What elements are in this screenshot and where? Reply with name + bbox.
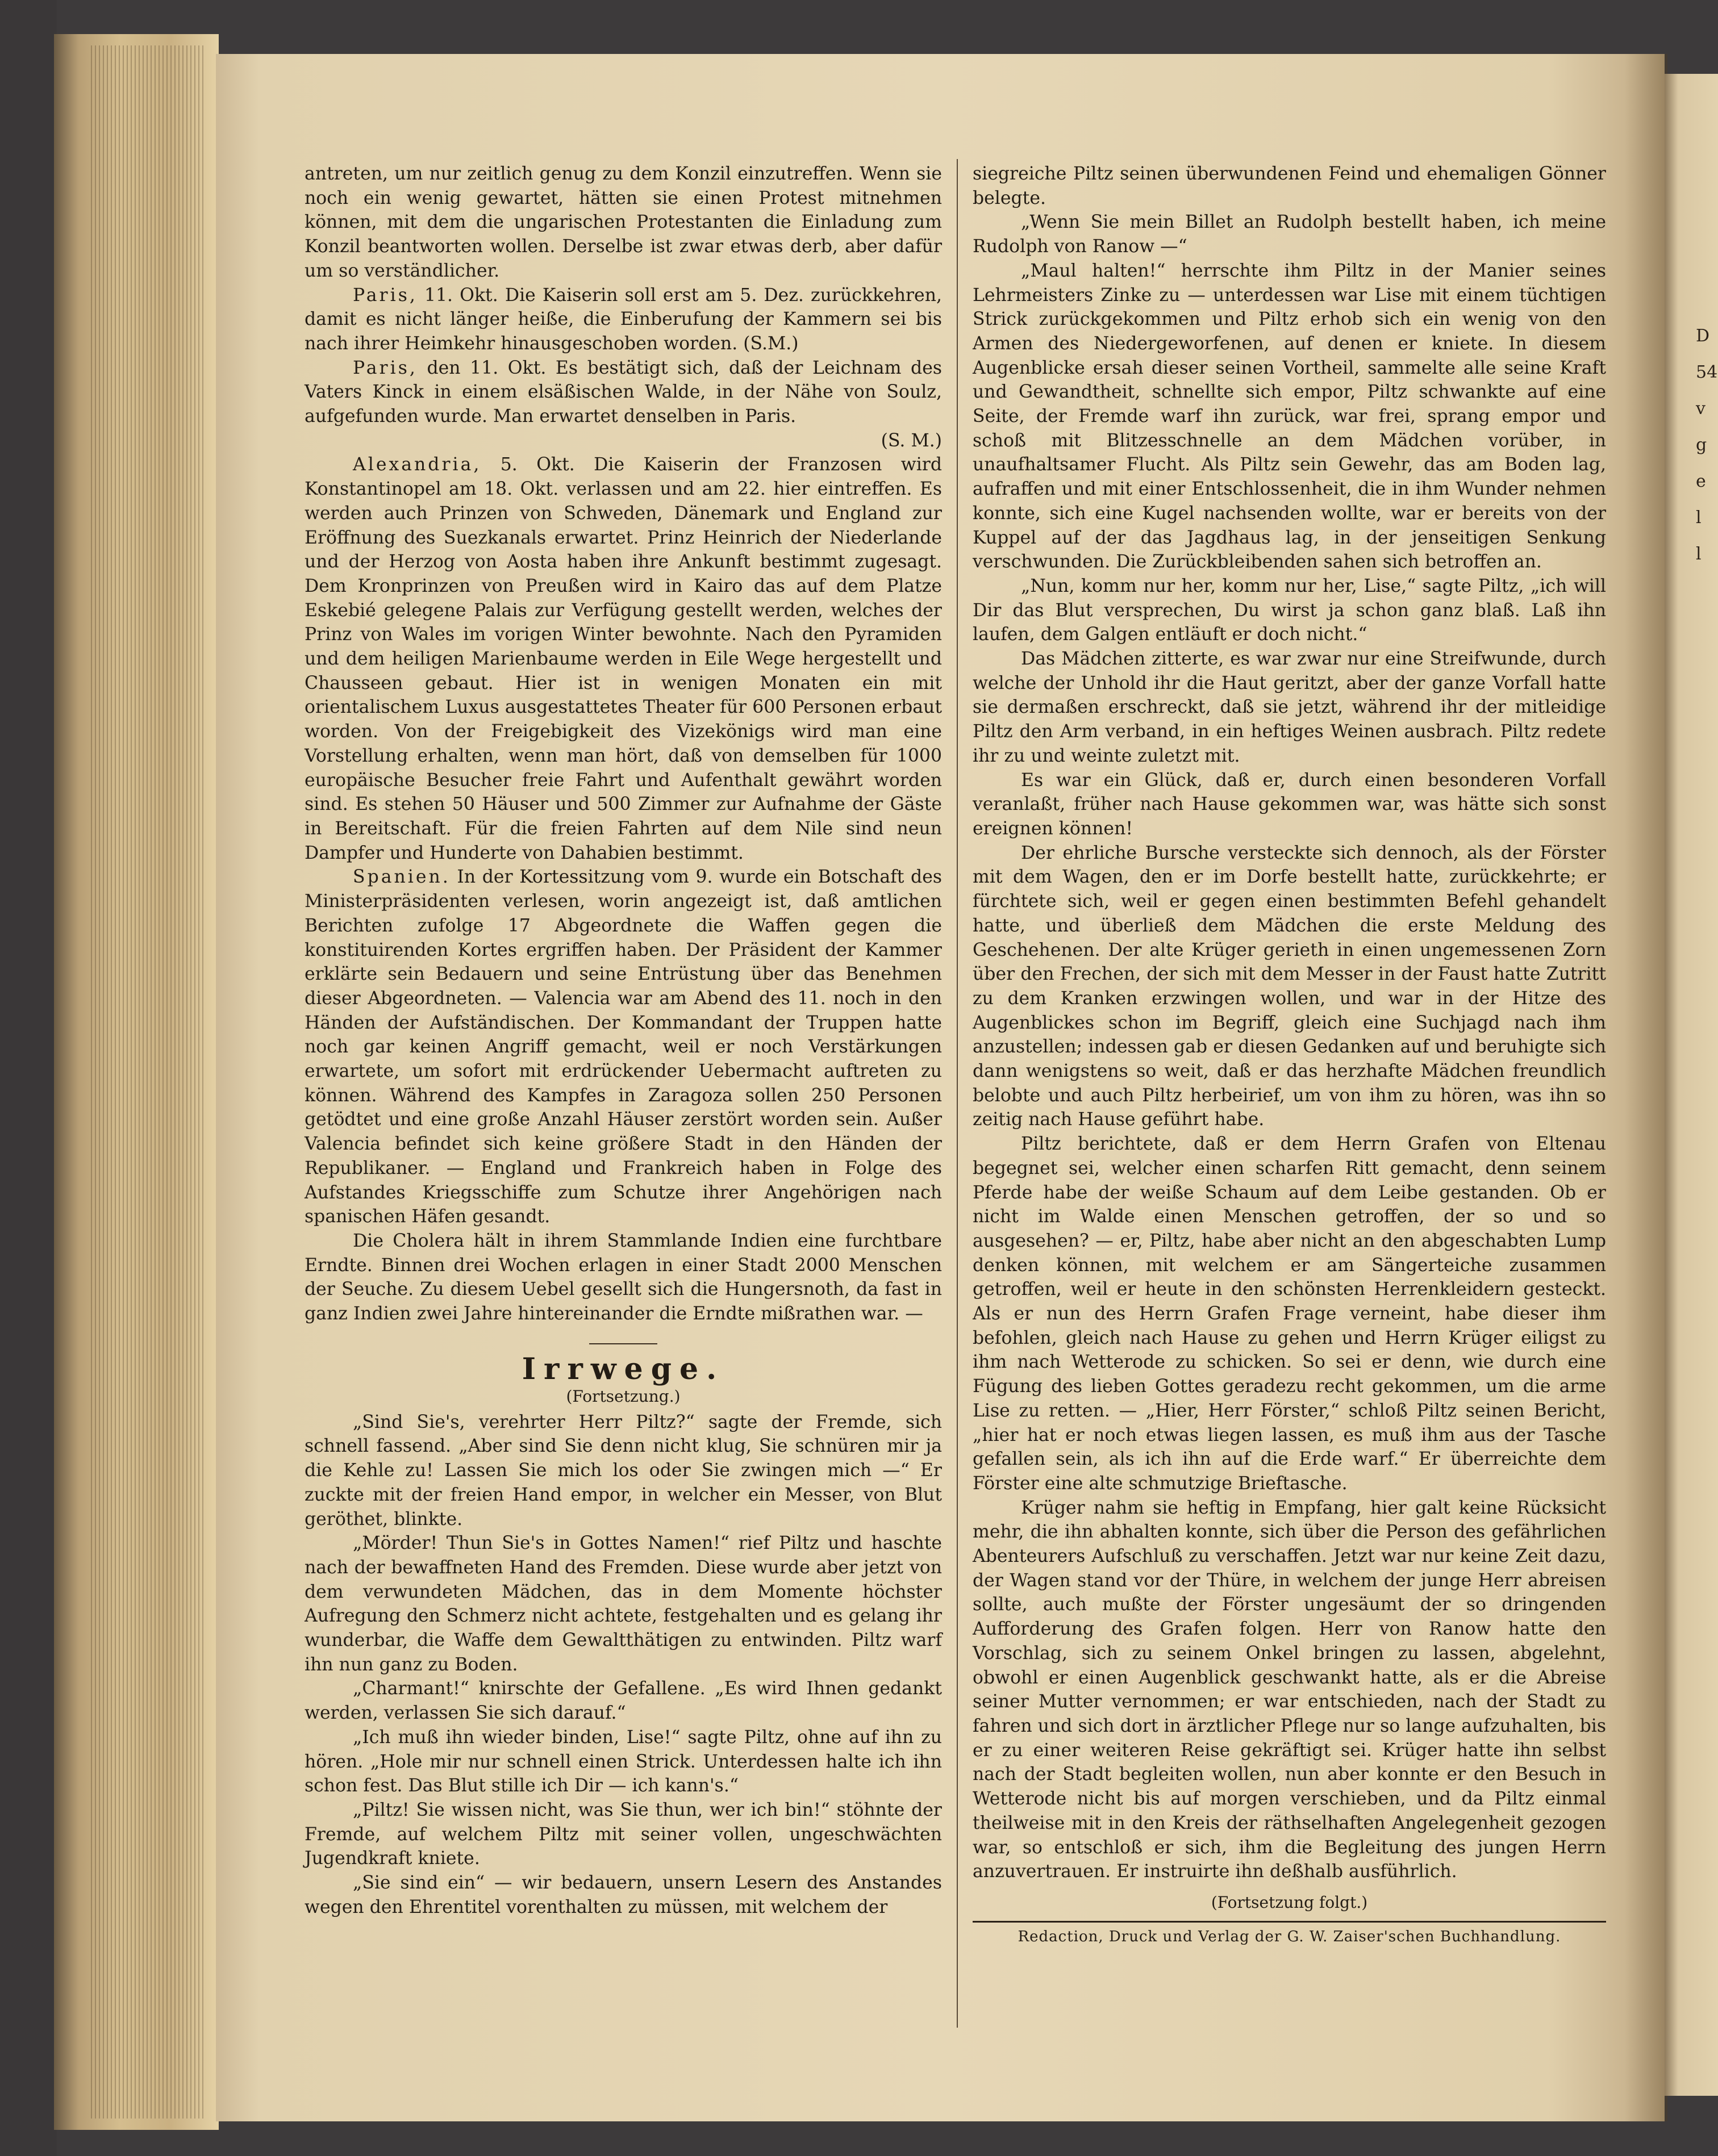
- column-divider: [957, 159, 958, 2028]
- news-paragraph: Spanien. In der Kortessitzung vom 9. wurde ein Botschaft des Ministerpräsidenten verlesen, worin angezeigt ist, daß amtlichen Berichten zufolge 17 Abgeordnete die Waffen gegen die konstituirenden Kortes ergriffen haben. Der Präsident der Kammer erklärte sein Bedauern und seine Entrüstung über das Benehmen dieser Abgeordneten. — Valencia war am Abend des 11. noch in den Händen der Aufständischen. Der Kommandant der Truppen hatte noch gar keinen Angriff gemacht, weil er noch Verstärkungen erwartete, um sofort mit erdrückender Uebermacht auftreten zu können. Während des Kampfes in Zaragoza sollen 250 Personen getödtet und eine große Anzahl Häuser zerstört worden sein. Außer Valencia befindet sich keine größere Stadt in den Händen der Republikaner. — England und Frankreich haben in Folge des Aufstandes Kriegsschiffe zum Schutze ihrer Angehörigen nach spanischen Häfen gesandt.: [305, 867, 942, 1227]
- story-paragraph: Der ehrliche Bursche versteckte sich dennoch, als der Förster mit dem Wagen, den er im Dorfe bestellt hatte, zurückkehrte; er fürchtete sich, weil er gegen einen bestimmten Befehl gehandelt hatte, und überließ dem Mädchen die erste Meldung des Geschehenen. Der alte Krüger gerieth in einen ungemessenen Zorn über den Frechen, der sich mit dem Messer in der Faust hatte Zutritt zu dem Kranken erzwingen wollen, und war in der Hitze des Augenblickes schon im Begriff, gleich eine Suchjagd nach ihm anzustellen; indessen gab er diesen Gedanken auf und beruhigte sich dann wenigstens so weit, daß er das herzhafte Mädchen freundlich belobte und auch Piltz herbeirief, um von ihm zu hören, was ihn so zeitig nach Hause geführt habe.: [973, 842, 1606, 1130]
- continuation-note: (Fortsetzung folgt.): [1211, 1892, 1368, 1912]
- imprint-line: Redaction, Druck und Verlag der G. W. Zaiser'schen Buchhandlung.: [1018, 1928, 1561, 1945]
- story-paragraph: „Maul halten!“ herrschte ihm Piltz in der Manier seines Lehrmeisters Zinke zu — unterdessen war Lise mit einem tüchtigen Strick zurückgekommen und Piltz erhob sich ein wenig von den Armen des Niedergeworfenen, auf denen er kniete. In diesem Augenblicke ersah dieser seinen Vortheil, sammelte alle seine Kraft und Gewandtheit, schnellte sich empor, Piltz schwankte auf eine Seite, der Fremde warf ihn zurück, war frei, sprang empor und schoß mit Blitzesschnelle an dem Mädchen vorüber, in unaufhaltsamer Flucht. Als Piltz sein Gewehr, das am Boden lag, aufraffen und mit einer Entschlossenheit, die in ihm Wunder nehmen konnte, sich eine Kugel nachsenden wollte, war er bereits von der Kuppel auf der das Jagdhaus lag, in der jenseitigen Senkung verschwunden. Die Zurückbleibenden sahen sich betroffen an.: [973, 260, 1606, 573]
- edge-fragment: v: [1696, 399, 1706, 419]
- news-paragraph: Paris, 11. Okt. Die Kaiserin soll erst am 5. Dez. zurückkehren, damit es nicht länger heiße, die Einberufung der Kammern sei bis nach ihrer Heimkehr hinausgeschoben worden. (S.M.): [305, 285, 942, 354]
- story-paragraph: „Charmant!“ knirschte der Gefallene. „Es wird Ihnen gedankt werden, verlassen Sie sich darauf.“: [305, 1678, 942, 1724]
- story-paragraph: Krüger nahm sie heftig in Empfang, hier galt keine Rücksicht mehr, die ihn abhalten konnte, sich über die Person des gefährlichen Abenteurers Aufschluß zu verschaffen. Jetzt war nur keine Zeit dazu, der Wagen stand vor der Thüre, in welchem der junge Herr abreisen sollte, auch mußte der Förster ungesäumt der so dringenden Aufforderung des Grafen folgen. Herr von Ranow hatte den Vorschlag, sich zu seinem Onkel bringen zu lassen, abgelehnt, obwohl er einen Augenblick geschwankt hatte, als er die Abreise seiner Mutter vernommen; er war entschieden, nach der Stadt zu fahren und sich dort in ärztlicher Pflege nur so lange aufzuhalten, bis er zu einer weiteren Reise gekräftigt sei. Krüger hatte ihn selbst nach der Stadt begleiten wollen, nun aber konnte er den Besuch in Wetterode nicht bis auf morgen verschieben, und da Piltz einmal theilweise mit in den Kreis der räthselhaften Angelegenheit gezogen war, so entschloß er sich, ihm die Begleitung des jungen Herrn anzuvertrauen. Er instruirte ihn deßhalb ausführlich.: [973, 1497, 1606, 1882]
- adjacent-page-text-fragments: [1696, 318, 1718, 573]
- news-paragraph: Alexandria, 5. Okt. Die Kaiserin der Franzosen wird Konstantinopel am 18. Okt. verlassen und am 22. hier eintreffen. Es werden auch Prinzen von Schweden, Dänemark und England zur Eröffnung des Suezkanals erwartet. Prinz Heinrich der Niederlande und der Herzog von Aosta haben ihre Ankunft bestimmt zugesagt. Dem Kronprinzen von Preußen wird in Kairo das auf dem Platze Eskebié gelegene Palais zur Verfügung gestellt werden, welches der Prinz von Wales im vorigen Winter bewohnte. Nach den Pyramiden und dem heiligen Marienbaume werden in Eile Wege hergestellt und Chausseen gebaut. Hier ist in wenigen Monaten ein mit orientalischem Luxus ausgestattetes Theater für 600 Personen erbaut worden. Von der Freigebigkeit des Vizekönigs wird man eine Vorstellung erhalten, wenn man hört, daß von demselben für 1000 europäische Besucher freie Fahrt und Aufenthalt gewährt worden sind. Es stehen 50 Häuser und 500 Zimmer zur Aufnahme der Gäste in Bereitschaft. Für die freien Fahrten auf dem Nile sind neun Dampfer und Hunderte von Dahabien bestimmt.: [305, 454, 942, 863]
- dateline-place: Paris,: [353, 357, 418, 378]
- story-paragraph: „Piltz! Sie wissen nicht, was Sie thun, wer ich bin!“ stöhnte der Fremde, auf welchem Piltz mit seiner vollen, ungeschwächten Jugendkraft kniete.: [305, 1800, 942, 1869]
- story-paragraph: „Wenn Sie mein Billet an Rudolph bestellt haben, ich meine Rudolph von Ranow —“: [973, 212, 1606, 257]
- story-paragraph: Es war ein Glück, daß er, durch einen besonderen Vorfall veranlaßt, früher nach Hause gekommen war, was hätte sich sonst ereignen können!: [973, 770, 1606, 839]
- news-paragraph: Paris, den 11. Okt. Es bestätigt sich, daß der Leichnam des Vaters Kinck in einem elsäßischen Walde, in der Nähe von Soulz, aufgefunden wurde. Man erwartet denselben in Paris.: [305, 357, 942, 427]
- story-paragraph: „Nun, komm nur her, komm nur her, Lise,“ sagte Piltz, „ich will Dir das Blut versprechen, Du wirst ja schon ganz blaß. Laß ihn laufen, dem Galgen entläuft er doch nicht.“: [973, 575, 1606, 645]
- source-note: (S. M.): [881, 430, 942, 451]
- story-paragraph: „Sie sind ein“ — wir bedauern, unsern Lesern des Anstandes wegen den Ehrentitel vorenthalten zu müssen, mit welchem der: [305, 1873, 942, 1917]
- dateline-place: Spanien.: [353, 867, 451, 888]
- story-subtitle: (Fortsetzung.): [566, 1386, 681, 1406]
- edge-fragment: l: [1696, 508, 1702, 528]
- edge-fragment: D: [1696, 326, 1710, 346]
- dateline-place: Alexandria,: [353, 454, 482, 475]
- dateline-place: Paris,: [353, 285, 418, 306]
- news-paragraph: antreten, um nur zeitlich genug zu dem Konzil einzutreffen. Wenn sie noch ein wenig gewartet, hätten sie einen Protest mitnehmen können, mit dem die ungarischen Protestanten die Einladung zum Konzil beantworten wollen. Derselbe ist zwar etwas derb, aber dafür um so verständlicher.: [305, 164, 942, 281]
- edge-fragment: e: [1696, 471, 1706, 491]
- right-column: [973, 162, 1606, 1946]
- edge-fragment: g: [1696, 435, 1707, 455]
- edge-fragment: l: [1696, 544, 1702, 564]
- left-column: [305, 162, 942, 1920]
- news-paragraph: Die Cholera hält in ihrem Stammlande Indien eine furchtbare Erndte. Binnen drei Wochen erlagen in einer Stadt 2000 Menschen der Seuche. Zu diesem Uebel gesellt sich die Hungersnoth, da fast in ganz Indien zwei Jahre hintereinander die Erndte mißrathen war. —: [305, 1230, 942, 1324]
- edge-fragment: 54: [1696, 362, 1718, 382]
- section-separator: [589, 1343, 657, 1344]
- story-title: Irrwege.: [522, 1351, 725, 1386]
- imprint-rule: [973, 1921, 1606, 1923]
- story-paragraph: „Ich muß ihn wieder binden, Lise!“ sagte Piltz, ohne auf ihn zu hören. „Hole mir nur schnell einen Strick. Unterdessen halte ich ihn schon fest. Das Blut stille ich Dir — ich kann's.“: [305, 1727, 942, 1796]
- page-gutter: [1625, 54, 1667, 2121]
- story-paragraph: „Sind Sie's, verehrter Herr Piltz?“ sagte der Fremde, sich schnell fassend. „Aber sind Sie denn nicht klug, Sie schnüren mir ja die Kehle zu! Lassen Sie mich los oder Sie zwingen mich —“ Er zuckte mit der freien Hand empor, in welcher ein Messer, von Blut geröthet, blinkte.: [305, 1411, 942, 1530]
- book-cover-edge: [0, 0, 57, 2156]
- page-edges: [91, 45, 205, 2119]
- story-paragraph: Das Mädchen zitterte, es war zwar nur eine Streifwunde, durch welche der Unhold ihr die Haut geritzt, aber der ganze Vorfall hatte sie dermaßen erschreckt, daß sie jetzt, während ihr der mitleidige Piltz den Arm verband, in ein heftiges Weinen ausbrach. Piltz redete ihr zu und weinte zuletzt mit.: [973, 649, 1606, 766]
- story-paragraph: siegreiche Piltz seinen überwundenen Feind und ehemaligen Gönner belegte.: [973, 164, 1606, 208]
- story-paragraph: Piltz berichtete, daß er dem Herrn Grafen von Eltenau begegnet sei, welcher einen scharfen Ritt gemacht, denn seinem Pferde habe der weiße Schaum auf dem Leibe gestanden. Ob er nicht im Walde einen Menschen getroffen, der so und so ausgesehen? — er, Piltz, habe aber nicht an den abgeschabten Lump denken können, mit welchem er am Sängerteiche zusammen getroffen, weil er heute in den schönsten Herrenkleidern gesteckt. Als er nun des Herrn Grafen Frage verneint, habe dieser ihm befohlen, gleich nach Hause zu gehen und Herrn Krüger eiligst zu ihm nach Wetterode zu schicken. So sei er denn, wie durch eine Fügung des lieben Gottes geradezu recht gekommen, um die arme Lise zu retten. — „Hier, Herr Förster,“ schloß Piltz seinen Bericht, „hier hat er noch etwas liegen lassen, es muß ihm aus der Tasche gefallen sein, als ich ihn auf die Erde warf.“ Er überreichte dem Förster eine alte schmutzige Brieftasche.: [973, 1134, 1606, 1494]
- story-paragraph: „Mörder! Thun Sie's in Gottes Namen!“ rief Piltz und haschte nach der bewaffneten Hand des Fremden. Diese wurde aber jetzt von dem verwundeten Mädchen, das in dem Momente höchster Aufregung den Schmerz nicht achtete, festgehalten und es gelang ihr wunderbar, die Waffe dem Gewaltthätigen zu entwinden. Piltz warf ihn nun ganz zu Boden.: [305, 1533, 942, 1675]
